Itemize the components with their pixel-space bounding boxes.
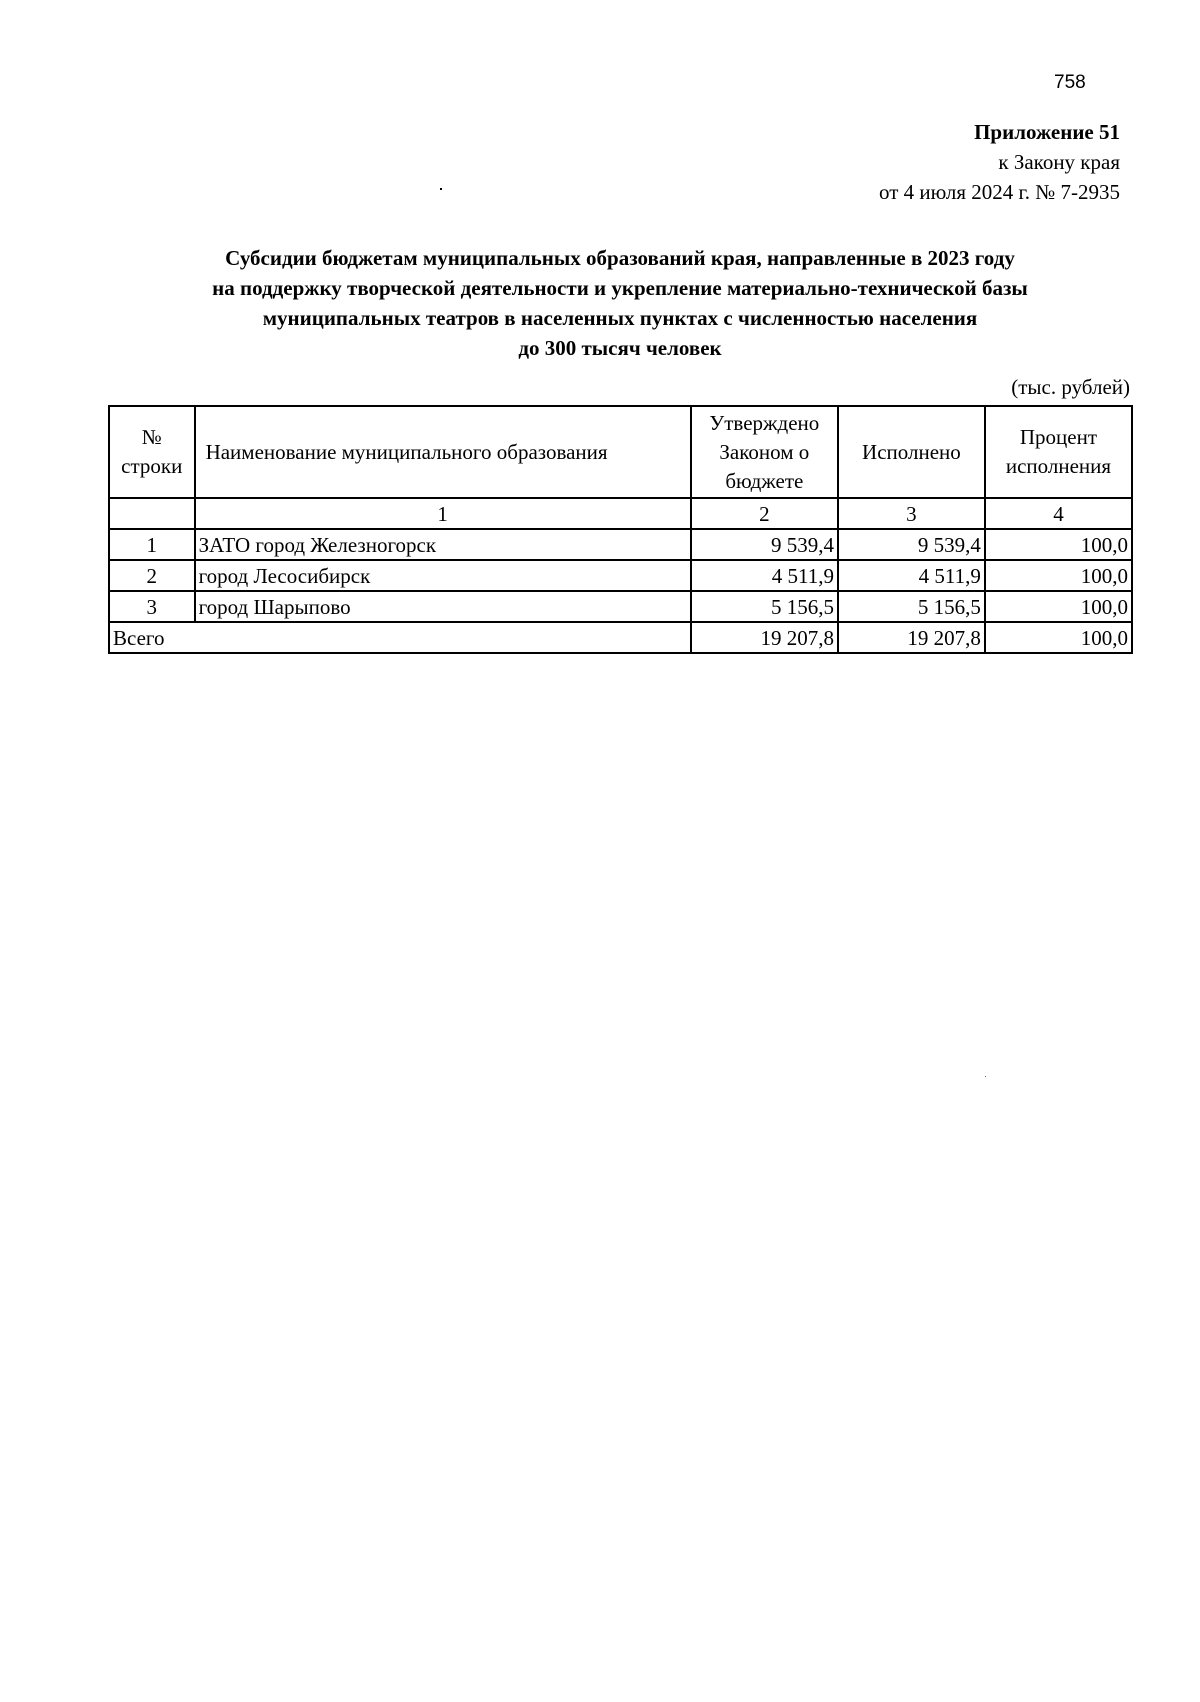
approved-value: 9 539,4 bbox=[691, 529, 838, 560]
document-title bbox=[100, 243, 1140, 363]
unit-note: (тыс. рублей) bbox=[1011, 375, 1130, 399]
header-percent: Процент исполнения bbox=[985, 406, 1132, 498]
table-header-row bbox=[109, 406, 1132, 498]
column-index-cell: 4 bbox=[985, 498, 1132, 529]
approved-value: 5 156,5 bbox=[691, 591, 838, 622]
table-row bbox=[109, 560, 1132, 591]
appendix-title: Приложение 51 bbox=[974, 120, 1120, 144]
total-label: Всего bbox=[109, 622, 691, 653]
column-index-cell: 2 bbox=[691, 498, 838, 529]
row-number: 3 bbox=[109, 591, 195, 622]
appendix-reference bbox=[879, 117, 1120, 207]
total-approved: 19 207,8 bbox=[691, 622, 838, 653]
total-row bbox=[109, 622, 1132, 653]
appendix-date: от 4 июля 2024 г. № 7-2935 bbox=[879, 180, 1120, 204]
executed-value: 4 511,9 bbox=[838, 560, 985, 591]
municipality-name: город Лесосибирск bbox=[195, 560, 691, 591]
column-index-cell bbox=[109, 498, 195, 529]
executed-value: 9 539,4 bbox=[838, 529, 985, 560]
title-line: муниципальных театров в населенных пунктах с численностью населения bbox=[262, 306, 978, 330]
row-number: 1 bbox=[109, 529, 195, 560]
column-index-row bbox=[109, 498, 1132, 529]
appendix-law: к Закону края bbox=[998, 150, 1120, 174]
scan-dot bbox=[440, 188, 442, 190]
header-approved: Утверждено Законом о бюджете bbox=[691, 406, 838, 498]
header-municipality-name: Наименование муниципального образования bbox=[195, 406, 691, 498]
title-line: Субсидии бюджетам муниципальных образований края, направленные в 2023 году bbox=[225, 246, 1015, 270]
title-line: до 300 тысяч человек bbox=[518, 336, 722, 360]
subsidy-table bbox=[108, 405, 1133, 654]
title-line: на поддержку творческой деятельности и укрепление материально-технической базы bbox=[212, 276, 1028, 300]
column-index-cell: 3 bbox=[838, 498, 985, 529]
percent-value: 100,0 bbox=[985, 560, 1132, 591]
total-executed: 19 207,8 bbox=[838, 622, 985, 653]
percent-value: 100,0 bbox=[985, 529, 1132, 560]
percent-value: 100,0 bbox=[985, 591, 1132, 622]
row-number: 2 bbox=[109, 560, 195, 591]
executed-value: 5 156,5 bbox=[838, 591, 985, 622]
municipality-name: город Шарыпово bbox=[195, 591, 691, 622]
header-executed: Исполнено bbox=[838, 406, 985, 498]
table-row bbox=[109, 591, 1132, 622]
header-row-number: № строки bbox=[109, 406, 195, 498]
table-row bbox=[109, 529, 1132, 560]
approved-value: 4 511,9 bbox=[691, 560, 838, 591]
page-number: 758 bbox=[1054, 72, 1086, 93]
scan-dot bbox=[985, 1076, 986, 1077]
column-index-cell: 1 bbox=[195, 498, 691, 529]
total-percent: 100,0 bbox=[985, 622, 1132, 653]
municipality-name: ЗАТО город Железногорск bbox=[195, 529, 691, 560]
